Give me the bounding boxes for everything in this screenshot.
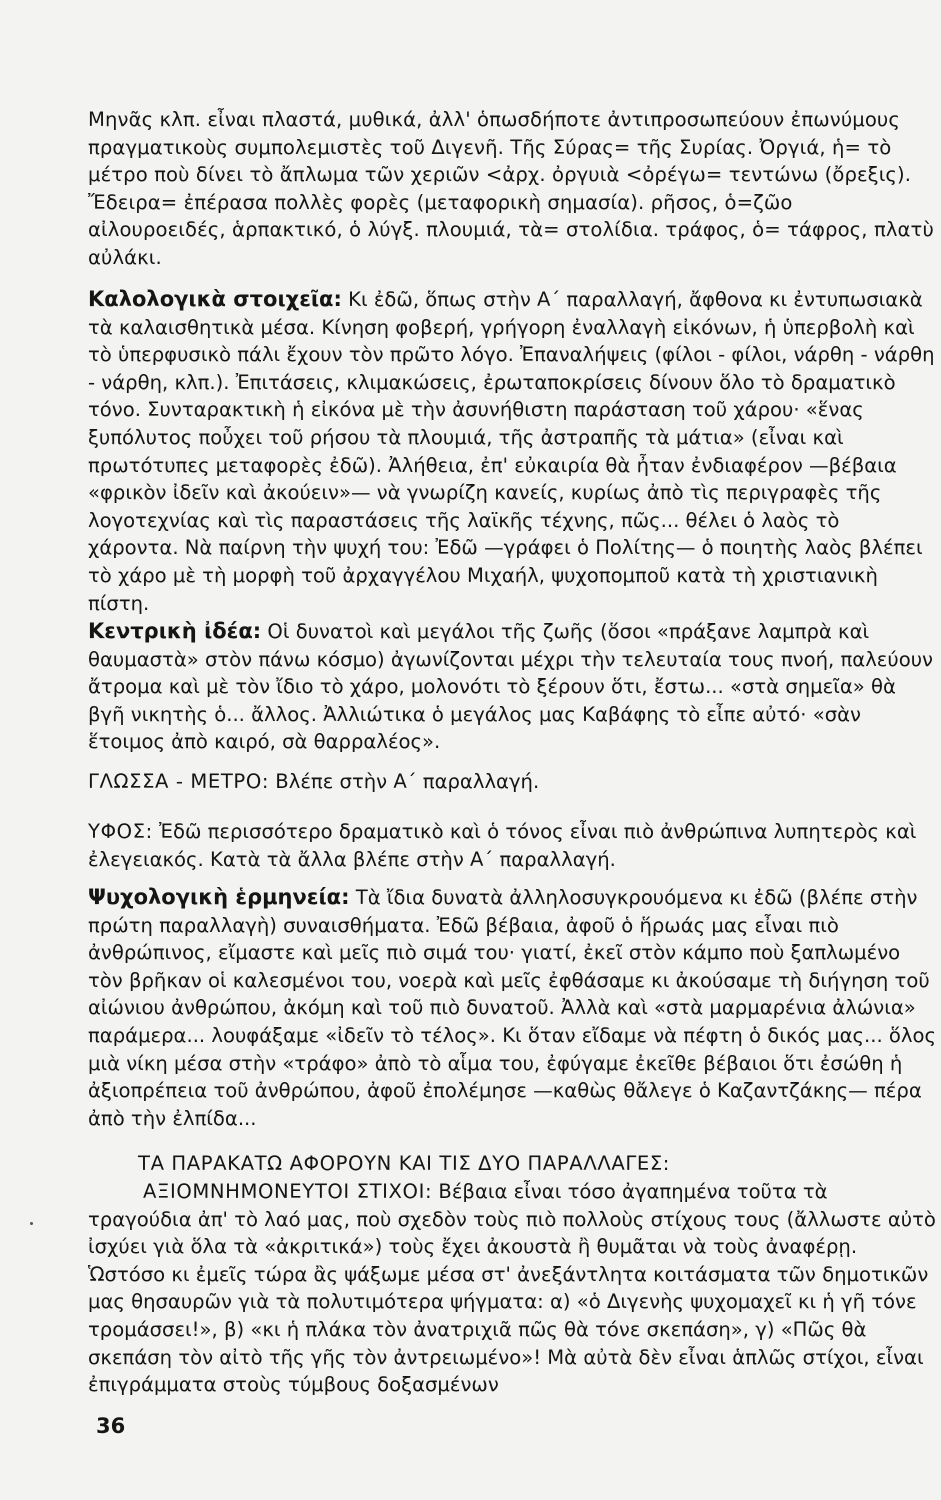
section-body: Τὰ ἴδια δυνατὰ ἀλληλοσυγκρουόμενα κι ἐδῶ (βλέπε στὴν πρώτη παραλλαγὴ) συναισθήματα. Ἐδῶ βέβαια, ἀφοῦ ὁ ἥρωάς μας εἶναι πιὸ ἀνθρώπινος, εἴμαστε καὶ μεῖς πιὸ σιμά του· γιατί, ἐκεῖ στὸν κάμπο ποὺ ξαπλωμένο τὸν βρῆκαν οἱ καλεσμένοι του, νοερὰ καὶ μεῖς ἐφθάσαμε κι ἀκούσαμε τὴ διήγηση τοῦ αἰώνιου ἀνθρώπου, ἀκόμη καὶ τοῦ πιὸ δυνατοῦ. Ἀλλὰ καὶ «στὰ μαρμαρένια ἀλώνια» παράμερα... λουφάξαμε «ἰδεῖν τὸ τέλος». Κι ὅταν εἴδαμε νὰ πέφτη ὁ δικός μας... ὅλος μιὰ νίκη μέσα στὴν «τράφο» ἀπὸ τὸ αἷμα του, ἐφύγαμε ἐκεῖθε βέβαιοι ὅτι ἐσώθη ἡ ἀξιοπρέπεια τοῦ ἀνθρώπου, ἀφοῦ ἐπολέμησε —καθὼς θἄλεγε ὁ Καζαντζάκης— πέρα ἀπὸ τὴν ἐλπίδα... bbox=[88, 886, 937, 1130]
section-heading: ΑΞΙΟΜΝΗΜΟΝΕΥΤΟΙ ΣΤΙΧΟΙ: bbox=[143, 1180, 433, 1203]
section-heading: Καλολογικὰ στοιχεῖα: bbox=[88, 287, 342, 311]
aesthetic-elements-section bbox=[88, 286, 936, 617]
section-heading: Κεντρικὴ ἰδέα: bbox=[88, 619, 262, 643]
section-body: Οἱ δυνατοὶ καὶ μεγάλοι τῆς ζωῆς (ὅσοι «πράξανε λαμπρὰ καὶ θαυμαστὰ» στὸν πάνω κόσμο) ἀγωνίζονται μέχρι τὴν τελευταία τους πνοή, παλεύουν ἄτρομα καὶ μὲ τὸν ἴδιο τὸ χάρο, μολονότι τὸ ξέρουν ὅτι, ἔστω... «στὰ σημεῖα» θὰ βγῆ νικητὴς ὁ... ἄλλος. Ἀλλιώτικα ὁ μεγάλος μας Καβάφης τὸ εἶπε αὐτό· «σὰν ἕτοιμος ἀπὸ καιρό, σὰ θαρραλέος». bbox=[88, 620, 933, 754]
section-body: Βέβαια εἶναι τόσο ἀγαπημένα τοῦτα τὰ τραγούδια ἀπ' τὸ λαό μας, ποὺ σχεδὸν τοὺς πιὸ πολλοὺς στίχους τους (ἄλλωστε αὐτὸ ἰσχύει γιὰ ὅλα τὰ «ἀκριτικά») τοὺς ἔχει ἀκουστὰ ἢ θυμᾶται νὰ τοὺς ἀναφέρῃ. Ὡστόσο κι ἐμεῖς τώρα ἂς ψάξωμε μέσα στ' ἀνεξάντλητα κοιτάσματα τῶν δημοτικῶν μας θησαυρῶν γιὰ τὰ πολυτιμότερα ψήγματα: α) «ὁ Διγενὴς ψυχομαχεῖ κι ἡ γῆ τόνε τρομάσσει!», β) «κι ἡ πλάκα τὸν ἀνατριχιᾶ πῶς θὰ τόνε σκεπάση», γ) «Πῶς θὰ σκεπάση τὸν αἰτὸ τῆς γῆς τὸν ἀντρειωμένο»! Μὰ αὐτὰ δὲν εἶναι ἁπλῶς στίχοι, εἶναι ἐπιγράμματα στοὺς τύμβους δοξασμένων bbox=[88, 1180, 936, 1397]
glossary-paragraph bbox=[88, 106, 936, 272]
section-heading: ΥΦΟΣ: bbox=[88, 820, 153, 843]
page-number: 36 bbox=[96, 1414, 126, 1438]
scan-speck bbox=[30, 1222, 33, 1225]
section-heading: ΓΛΩΣΣΑ - ΜΕΤΡΟ: bbox=[88, 770, 270, 793]
memorable-verses-section bbox=[88, 1178, 936, 1399]
central-idea-section bbox=[88, 618, 936, 756]
section-body: Ἐδῶ περισσότερο δραματικὸ καὶ ὁ τόνος εἶναι πιὸ ἀνθρώπινα λυπητερὸς καὶ ἐλεγειακός. Κατὰ τὰ ἄλλα βλέπε στὴν Α΄ παραλλαγή. bbox=[88, 820, 917, 871]
section-heading: Ψυχολογικὴ ἑρμηνεία: bbox=[88, 885, 350, 909]
section-body: Κι ἐδῶ, ὅπως στὴν Α΄ παραλλαγή, ἄφθονα κι ἐντυπωσιακὰ τὰ καλαισθητικὰ μέσα. Κίνηση φοβερή, γρήγορη ἐναλλαγὴ εἰκόνων, ἡ ὑπερβολὴ καὶ τὸ ὑπερφυσικὸ πάλι ἔχουν τὸν πρῶτο λόγο. Ἐπαναλήψεις (φίλοι - φίλοι, νάρθη - νάρθη - νάρθη, κλπ.). Ἐπιτάσεις, κλιμακώσεις, ἐρωταποκρίσεις δίνουν ὅλο τὸ δραματικὸ τόνο. Συνταρακτικὴ ἡ εἰκόνα μὲ τὴν ἀσυνήθιστη παράσταση τοῦ χάρου· «ἕνας ξυπόλυτος ποὖχει τοῦ ρήσου τὰ πλουμιά, τῆς ἀστραπῆς τὰ μάτια» (εἶναι καὶ πρωτότυπες μεταφορὲς ἐδῶ). Ἀλήθεια, ἐπ' εὐκαιρία θὰ ἦταν ἐνδιαφέρον —βέβαια «φρικὸν ἰδεῖν καὶ ἀκούειν»— νὰ γνωρίζη κανείς, κυρίως ἀπὸ τὶς περιγραφὲς τῆς λογοτεχνίας καὶ τὶς παραστάσεις τῆς λαϊκῆς τέχνης, πῶς... θέλει ὁ λαὸς τὸ χάροντα. Νὰ παίρνη τὴν ψυχή του: Ἐδῶ —γράφει ὁ Πολίτης— ὁ ποιητὴς λαὸς βλέπει τὸ χάρο μὲ τὴ μορφὴ τοῦ ἀρχαγγέλου Μιχαήλ, ψυχοπομποῦ κατὰ τὴ χριστιανικὴ πίστη. bbox=[88, 288, 935, 615]
both-variants-heading: ΤΑ ΠΑΡΑΚΑΤΩ ΑΦΟΡΟΥΝ ΚΑΙ ΤΙΣ ΔΥΟ ΠΑΡΑΛΛΑΓΕΣ: bbox=[138, 1152, 671, 1175]
psychological-interpretation-section bbox=[88, 884, 936, 1132]
language-meter-section bbox=[88, 768, 936, 796]
glossary-text: Μηνᾶς κλπ. εἶναι πλαστά, μυθικά, ἀλλ' ὁπωσδήποτε ἀντιπροσωπεύουν ἐπωνύμους πραγματικοὺς συμπολεμιστὲς τοῦ Διγενῆ. Τῆς Σύρας= τῆς Συρίας. Ὀργιά, ἡ= τὸ μέτρο ποὺ δίνει τὸ ἄπλωμα τῶν χεριῶν <ἀρχ. ὀργυιὰ <ὀρέγω= τεντώνω (ὄρεξις). Ἔδειρα= ἐπέρασα πολλὲς φορὲς (μεταφορικὴ σημασία). ρῆσος, ὁ=ζῶο αἰλουροειδές, ἁρπακτικό, ὁ λύγξ. πλουμιά, τὰ= στολίδια. τράφος, ὁ= τάφρος, πλατὺ αὐλάκι. bbox=[88, 108, 934, 269]
style-section bbox=[88, 818, 936, 873]
section-body: Βλέπε στὴν Α΄ παραλλαγή. bbox=[269, 770, 540, 793]
